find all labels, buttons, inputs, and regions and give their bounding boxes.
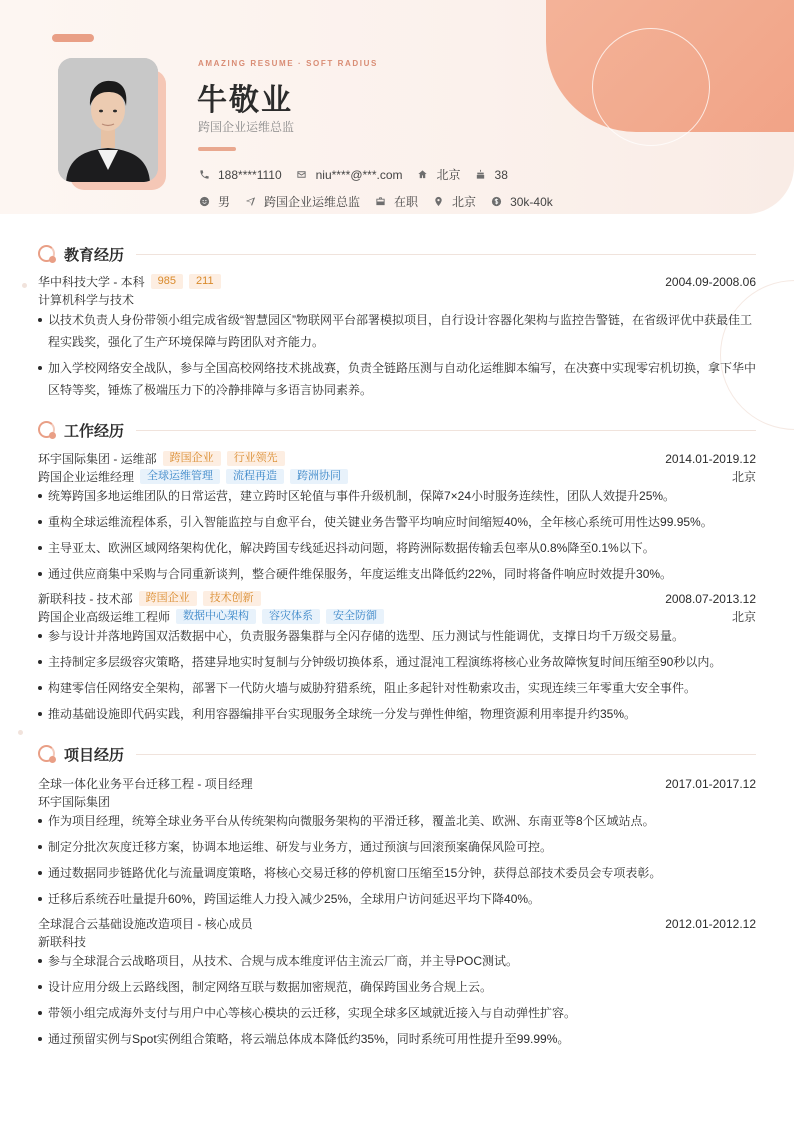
list-item: 制定分批次灰度迁移方案，协调本地运维、研发与业务方，通过预演与回滚预案确保风险可控。 [38, 836, 756, 858]
education-heading: 教育经历 [64, 247, 125, 264]
email-info [296, 168, 403, 182]
phone-number: 188****1110 [218, 167, 282, 182]
projects-section-header [38, 744, 756, 765]
list-item: 统筹跨国多地运维团队的日常运营，建立跨时区轮值与事件升级机制，保障7×24小时服务连续性，团队人效提升25%。 [38, 485, 756, 507]
gender: 男 [218, 195, 231, 209]
job-date: 2014.01-2019.12 [665, 451, 756, 466]
target-position: 跨国企业运维总监 [264, 195, 361, 209]
job-role-row [38, 468, 756, 485]
work-city: 北京 [452, 195, 477, 209]
list-item: 通过预留实例与Spot实例组合策略，将云端总体成本降低约35%，同时系统可用性提升至99.99%。 [38, 1028, 756, 1050]
work-heading: 工作经历 [64, 423, 125, 440]
home-icon [417, 169, 429, 181]
home-city: 北京 [436, 168, 461, 182]
list-item: 带领小组完成海外支付与用户中心等核心模块的云迁移，实现全球多区域就近接入与自动弹性扩容。 [38, 1002, 756, 1024]
title-accent-bar [198, 147, 236, 151]
section-heading-icon [38, 745, 57, 764]
mail-icon [296, 169, 308, 181]
age-info [475, 168, 508, 182]
list-item: 重构全球运维流程体系，引入智能监控与自愈平台，使关键业务告警平均响应时间缩短40%，全年核心系统可用性达99.95%。 [38, 511, 756, 533]
list-item: 设计应用分级上云路线图，制定网络互联与数据加密规范，确保跨国业务合规上云。 [38, 976, 756, 998]
job-status-info [374, 193, 418, 210]
school-tag: 211 [189, 274, 221, 289]
job-role-row [38, 608, 756, 625]
project-org-row [38, 933, 756, 950]
project-date: 2017.01-2017.12 [665, 776, 756, 791]
list-item: 作为项目经理，统筹全球业务平台从传统架构向微服务架构的平滑迁移，覆盖北美、欧洲、东南亚等8个区域站点。 [38, 810, 756, 832]
work-city-info [432, 193, 476, 210]
salary-icon [490, 196, 502, 208]
school-tag: 985 [151, 274, 183, 289]
education-date: 2004.09-2008.06 [665, 274, 756, 289]
list-item: 参与全球混合云战略项目，从技术、合规与成本维度评估主流云厂商，并主导POC测试。 [38, 950, 756, 972]
school-name: 华中科技大学 - 本科 [38, 275, 145, 289]
email-address: niu****@***.com [315, 167, 403, 182]
job-city: 北京 [731, 470, 756, 484]
project-date: 2012.01-2012.12 [665, 916, 756, 931]
role-tag: 数据中心架构 [176, 609, 256, 624]
company-tag: 跨国企业 [139, 591, 197, 606]
page-decor-dot [22, 283, 27, 288]
gender-info [198, 193, 230, 210]
list-item: 加入学校网络安全战队，参与全国高校网络技术挑战赛，负责全链路压测与自动化运维脚本编写，在决赛中实现零宕机切换，拿下华中区特等奖，锤炼了极端压力下的冷静排障与多语言协同素养。 [38, 357, 756, 401]
section-heading-icon [38, 421, 57, 440]
section-divider [136, 754, 756, 755]
home-city-info [417, 166, 461, 183]
age: 38 [494, 167, 508, 182]
contact-info-row [198, 166, 522, 183]
candidate-name: 牛敬业 [197, 84, 293, 117]
major: 计算机科学与技术 [38, 293, 135, 307]
user-icon [198, 196, 210, 208]
education-entry-header [38, 273, 756, 290]
job-date: 2008.07-2013.12 [665, 591, 756, 606]
role-tag: 全球运维管理 [140, 469, 220, 484]
project-org: 环宇国际集团 [38, 795, 111, 809]
section-heading-icon [38, 245, 57, 264]
phone-icon [198, 169, 210, 181]
send-icon [244, 196, 256, 208]
page-decor-dot [18, 730, 23, 735]
candidate-title: 跨国企业运维总监 [198, 120, 295, 134]
list-item: 推动基础设施即代码实践，利用容器编排平台实现服务全球统一分发与弹性伸缩，物理资源利用率提升约35%。 [38, 703, 756, 725]
job-city: 北京 [731, 610, 756, 624]
education-section-header [38, 244, 756, 265]
role-tag: 安全防御 [326, 609, 384, 624]
location-pin-icon [432, 196, 444, 208]
avatar [58, 58, 158, 182]
resume-tagline: AMAZING RESUME · SOFT RADIUS [198, 59, 378, 68]
profile-info-row [198, 193, 567, 210]
role-tag: 流程再造 [226, 469, 284, 484]
role-tag: 容灾体系 [262, 609, 320, 624]
header-decor-ring [592, 28, 710, 146]
list-item: 参与设计并落地跨国双活数据中心，负责服务器集群与全闪存储的选型、压力测试与性能调优，支撑日均千万级交易量。 [38, 625, 756, 647]
role-tag: 跨洲协同 [290, 469, 348, 484]
list-item: 主持制定多层级容灾策略，搭建异地实时复制与分钟级切换体系，通过混沌工程演练将核心业务故障恢复时间压缩至90秒以内。 [38, 651, 756, 673]
briefcase-icon [374, 196, 386, 208]
list-item: 以技术负责人身份带领小组完成省级“智慧园区”物联网平台部署模拟项目，自行设计容器化架构与监控告警链，在省级评优中获最佳工程实践奖，强化了生产环境保障与跨团队对齐能力。 [38, 309, 756, 353]
target-position-info [244, 193, 360, 210]
company-name: 新联科技 - 技术部 [38, 592, 133, 606]
cake-icon [475, 169, 487, 181]
job-role: 跨国企业高级运维工程师 [38, 610, 171, 624]
header-accent-pill [52, 34, 94, 42]
company-tag: 跨国企业 [163, 451, 221, 466]
avatar-portrait [58, 58, 158, 182]
project-name: 全球混合云基础设施改造项目 - 核心成员 [38, 917, 253, 931]
project-name: 全球一体化业务平台迁移工程 - 项目经理 [38, 777, 253, 791]
list-item: 主导亚太、欧洲区域网络架构优化，解决跨国专线延迟抖动问题，将跨洲际数据传输丢包率从0.8%降至0.1%以下。 [38, 537, 756, 559]
section-divider [136, 430, 756, 431]
list-item: 迁移后系统吞吐量提升60%，跨国运维人力投入减少25%，全球用户访问延迟平均下降40%。 [38, 888, 756, 910]
project-org: 新联科技 [38, 935, 87, 949]
company-tag: 技术创新 [203, 591, 261, 606]
project-org-row [38, 793, 756, 810]
list-item: 通过供应商集中采购与合同重新谈判，整合硬件维保服务，年度运维支出降低约22%，同时将备件响应时效提升30%。 [38, 563, 756, 585]
job-header [38, 450, 756, 467]
project-header [38, 915, 756, 932]
list-item: 通过数据同步链路优化与流量调度策略，将核心交易迁移的停机窗口压缩至15分钟，获得总部技术委员会专项表彰。 [38, 862, 756, 884]
phone-info [198, 168, 282, 182]
section-divider [136, 254, 756, 255]
company-name: 环宇国际集团 - 运维部 [38, 452, 157, 466]
salary-info [490, 195, 553, 209]
list-item: 构建零信任网络安全架构，部署下一代防火墙与威胁狩猎系统，阻止多起针对性勒索攻击，实现连续三年零重大安全事件。 [38, 677, 756, 699]
job-header [38, 590, 756, 607]
job-status: 在职 [394, 195, 419, 209]
work-section-header [38, 420, 756, 441]
expected-salary: 30k-40k [510, 194, 553, 209]
education-major-row [38, 291, 756, 308]
job-role: 跨国企业运维经理 [38, 470, 135, 484]
projects-heading: 项目经历 [64, 747, 125, 764]
project-header [38, 775, 756, 792]
company-tag: 行业领先 [227, 451, 285, 466]
